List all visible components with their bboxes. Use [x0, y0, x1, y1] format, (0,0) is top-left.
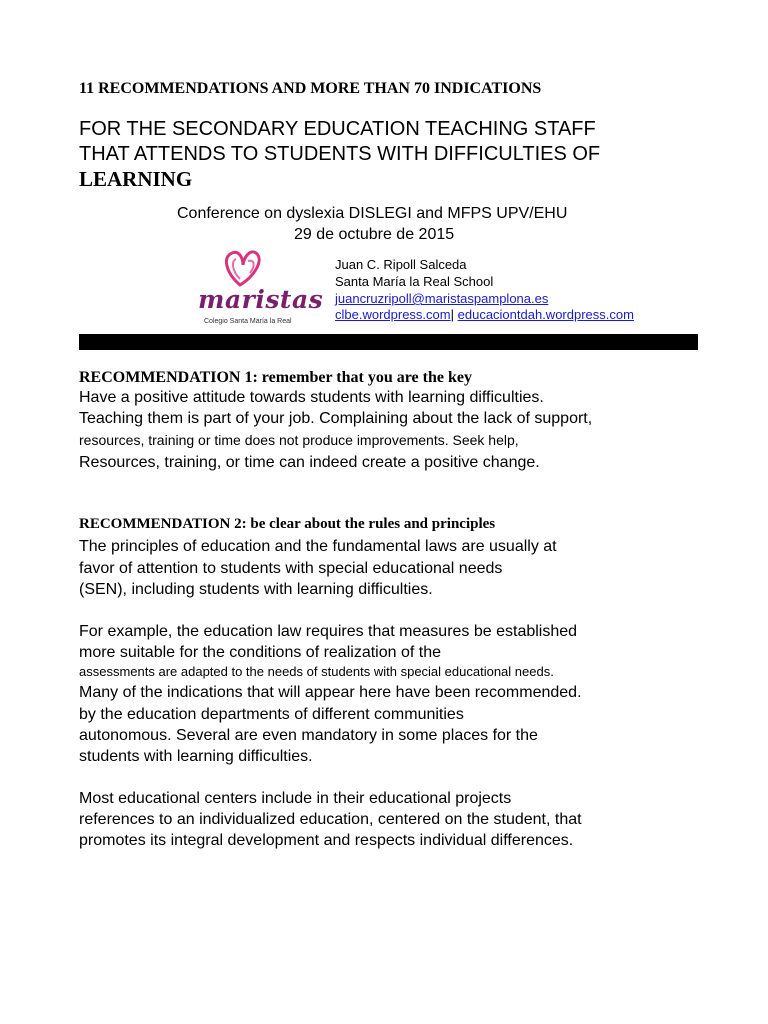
rec1-line-2: Teaching them is part of your job. Complaining about the lack of support, [79, 410, 593, 427]
subtitle-line-1: FOR THE SECONDARY EDUCATION TEACHING STAFF [79, 118, 596, 140]
heart-icon [226, 252, 259, 285]
rec2-p2-line-7: students with learning difficulties. [79, 748, 313, 765]
header-divider [79, 334, 698, 350]
rec2-p1-line-2: favor of attention to students with special educational needs [79, 560, 503, 577]
conference-date: 29 de octubre de 2015 [294, 226, 455, 243]
logo-caption: Colegio Santa María la Real [204, 318, 292, 325]
rec2-p2-line-1: For example, the education law requires that measures be established [79, 623, 578, 640]
subtitle-line-2: THAT ATTENDS TO STUDENTS WITH DIFFICULTIES OF [79, 143, 601, 165]
recommendation-1-heading: RECOMMENDATION 1: remember that you are the key [79, 369, 472, 386]
blog-link-educaciontdah[interactable]: educaciontdah.wordpress.com [457, 307, 634, 322]
maristas-logo [196, 243, 324, 331]
document-title: 11 RECOMMENDATIONS AND MORE THAN 70 INDICATIONS [79, 80, 542, 97]
rec1-line-1: Have a positive attitude towards students with learning difficulties. [79, 389, 544, 406]
rec2-p2-line-5: by the education departments of different communities [79, 706, 464, 723]
rec1-line-4: Resources, training, or time can indeed create a positive change. [79, 454, 540, 471]
author-blogs [335, 307, 634, 322]
author-name: Juan C. Ripoll Salceda [335, 257, 467, 272]
blog-separator: | [450, 307, 454, 322]
conference-line: Conference on dyslexia DISLEGI and MFPS UPV/EHU [177, 205, 568, 222]
author-school: Santa María la Real School [335, 274, 494, 289]
rec2-p3-line-3: promotes its integral development and respects individual differences. [79, 832, 574, 849]
rec2-p2-line-3: assessments are adapted to the needs of students with special educational needs. [79, 664, 554, 679]
rec2-p3-line-2: references to an individualized education, centered on the student, that [79, 811, 582, 828]
blog-link-clbe[interactable]: clbe.wordpress.com [335, 307, 451, 322]
rec1-line-3: resources, training or time does not produce improvements. Seek help, [79, 432, 519, 448]
rec2-p2-line-6: autonomous. Several are even mandatory in some places for the [79, 727, 538, 744]
author-email-link[interactable]: juancruzripoll@maristaspamplona.es [335, 291, 549, 306]
rec2-p2-line-4: Many of the indications that will appear here have been recommended. [79, 684, 582, 701]
recommendation-2-heading: RECOMMENDATION 2: be clear about the rules and principles [79, 516, 496, 532]
rec2-p1-line-1: The principles of education and the fundamental laws are usually at [79, 538, 557, 555]
subtitle-line-3: LEARNING [79, 167, 193, 191]
rec2-p2-line-2: more suitable for the conditions of realization of the [79, 644, 441, 661]
logo-wordmark: maristas [198, 285, 324, 314]
rec2-p1-line-3: (SEN), including students with learning difficulties. [79, 581, 433, 598]
rec2-p3-line-1: Most educational centers include in their educational projects [79, 790, 512, 807]
